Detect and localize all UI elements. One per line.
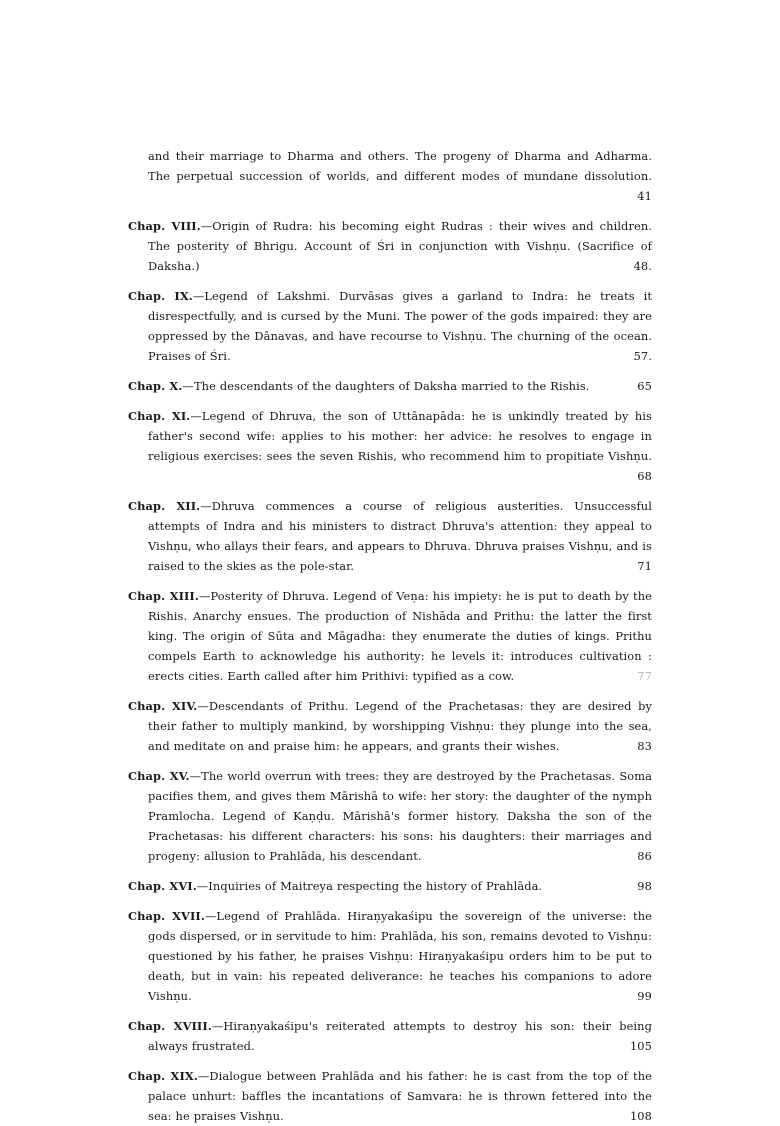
- toc-entry-text: Dhruva commences a course of religious austerities. Unsuccessful attempts of Indra and his ministers to distract Dhruva's attention: they appeal to Vishṇu, who allays their fears, and appears to Dhruva. Dhruva praises Vishṇu, and is raised to the skies as the pole-star.: [148, 499, 652, 573]
- table-of-contents-list: [128, 146, 652, 1126]
- toc-entry-page-number: 68: [637, 469, 652, 483]
- toc-entry-dash: —: [197, 1069, 210, 1083]
- toc-entry-dash: —: [204, 909, 217, 923]
- toc-entry-chapter-label: Chap. XVI.: [128, 879, 197, 893]
- toc-entry-chapter-label: Chap. XII.: [128, 499, 201, 513]
- toc-entry-text: Legend of Dhruva, the son of Uttānapāda: he is unkindly treated by his father's second wife: applies to his mother: her advice: he resolves to engage in religious exercises: sees the seven Rishis, who recommend him to propitiate Vishṇu.: [148, 409, 652, 463]
- toc-entry-chapter-label: Chap. XIX.: [128, 1069, 198, 1083]
- toc-entry-chapter-label: Chap. XI.: [128, 409, 191, 423]
- toc-entry[interactable]: [128, 586, 652, 686]
- toc-entry-page-number: 57.: [633, 349, 652, 363]
- toc-entry-text: Posterity of Dhruva. Legend of Veṇa: his impiety: he is put to death by the Rishis. Anarchy ensues. The production of Nishāda and Prithu: the latter the first king. The origin of Sūta and Māgadha: they enumerate the duties of kings. Prithu compels Earth to acknowledge his authority: he levels it: introduces cultivation : erects cities. Earth called after him Prithivi: typified as a cow.: [148, 589, 652, 683]
- toc-entry-dash: —: [196, 879, 209, 893]
- toc-entry-dash: —: [182, 379, 194, 393]
- toc-entry-page-number: 41: [637, 189, 652, 203]
- toc-entry-dash: —: [198, 589, 211, 603]
- toc-entry[interactable]: [128, 1016, 652, 1056]
- toc-entry[interactable]: [128, 216, 652, 276]
- toc-entry[interactable]: [128, 496, 652, 576]
- toc-entry-dash: —: [211, 1019, 224, 1033]
- toc-entry-chapter-label: Chap. X.: [128, 379, 183, 393]
- toc-entry-page-number: 105: [629, 1039, 652, 1053]
- toc-entry-text: Legend of Lakshmi. Durvāsas gives a garland to Indra: he treats it disrespectfully, and is cursed by the Muni. The power of the gods impaired: they are oppressed by the Dānavas, and have recourse to Vishṇu. The churning of the ocean. Praises of Śri.: [148, 289, 652, 363]
- toc-entry[interactable]: [128, 146, 652, 206]
- toc-entry-page-number: 99: [637, 989, 652, 1003]
- toc-entry-dash: —: [192, 289, 205, 303]
- toc-entry-dash: —: [189, 769, 202, 783]
- toc-entry-dash: —: [200, 219, 213, 233]
- toc-entry[interactable]: [128, 766, 652, 866]
- toc-entry[interactable]: [128, 696, 652, 756]
- toc-entry-chapter-label: Chap. XV.: [128, 769, 190, 783]
- toc-entry-page-number: 71: [637, 559, 652, 573]
- toc-entry-dash: —: [200, 499, 212, 513]
- toc-entry-text: and their marriage to Dharma and others. The progeny of Dharma and Adharma. The perpetual succession of worlds, and different modes of mundane dissolution.: [148, 149, 652, 183]
- toc-entry-page-number: 98: [637, 879, 652, 893]
- toc-entry[interactable]: [128, 906, 652, 1006]
- toc-entry-chapter-label: Chap. XIII.: [128, 589, 199, 603]
- toc-entry[interactable]: [128, 876, 652, 896]
- toc-entry-chapter-label: Chap. IX.: [128, 289, 193, 303]
- toc-entry-page-number: 48.: [633, 259, 652, 273]
- toc-entry-text: Descendants of Prithu. Legend of the Prachetasas: they are desired by their father to multiply mankind, by worshipping Vishṇu: they plunge into the sea, and meditate on and praise him: he appears, and grants their wishes.: [148, 699, 652, 753]
- toc-entry-text: Inquiries of Maitreya respecting the history of Prahlāda.: [208, 879, 543, 893]
- toc-entry-text: The world overrun with trees: they are destroyed by the Prachetasas. Soma pacifies them, and gives them Mārishā to wife: her story: the daughter of the nymph Pramlocha. Legend of Kaṇḍu. Mārishā's former history. Daksha the son of the Prachetasas: his different characters: his sons: his daughters: their marriages and progeny: allusion to Prahlāda, his descendant.: [148, 769, 652, 863]
- toc-entry-chapter-label: Chap. XIV.: [128, 699, 198, 713]
- toc-entry-dash: —: [190, 409, 202, 423]
- toc-entry-dash: —: [197, 699, 209, 713]
- toc-entry-page-number: 77: [637, 669, 652, 683]
- toc-entry-page-number: 108: [629, 1109, 652, 1123]
- toc-entry-chapter-label: Chap. VIII.: [128, 219, 201, 233]
- toc-entry-text: The descendants of the daughters of Daksha married to the Rishis.: [193, 379, 590, 393]
- toc-entry-page-number: 86: [637, 849, 652, 863]
- toc-entry-text: Hiraṇyakaśipu's reiterated attempts to destroy his son: their being always frustrated.: [148, 1019, 652, 1053]
- toc-entry[interactable]: [128, 376, 652, 396]
- toc-entry[interactable]: [128, 1066, 652, 1126]
- toc-entry[interactable]: [128, 406, 652, 486]
- toc-entry-text: Origin of Rudra: his becoming eight Rudras : their wives and children. The posterity of Bhrigu. Account of Śri in conjunction with Vishṇu. (Sacrifice of Daksha.): [148, 219, 652, 273]
- toc-entry[interactable]: [128, 286, 652, 366]
- toc-entry-page-number: 83: [637, 739, 652, 753]
- toc-entry-page-number: 65: [637, 379, 652, 393]
- toc-entry-chapter-label: Chap. XVII.: [128, 909, 205, 923]
- toc-entry-text: Legend of Prahlāda. Hiraṇyakaśipu the sovereign of the universe: the gods dispersed, or in servitude to him: Prahlāda, his son, remains devoted to Vishṇu: questioned by his father, he praises Vishṇu: Hiraṇyakaśipu orders him to be put to death, but in vain: his repeated deliverance: he teaches his companions to adore Vishṇu.: [148, 909, 652, 1003]
- toc-entry-chapter-label: Chap. XVIII.: [128, 1019, 212, 1033]
- toc-entry-text: Dialogue between Prahlāda and his father: he is cast from the top of the palace unhurt: baffles the incantations of Samvara: he is thrown fettered into the sea: he praises Vishṇu.: [148, 1069, 652, 1123]
